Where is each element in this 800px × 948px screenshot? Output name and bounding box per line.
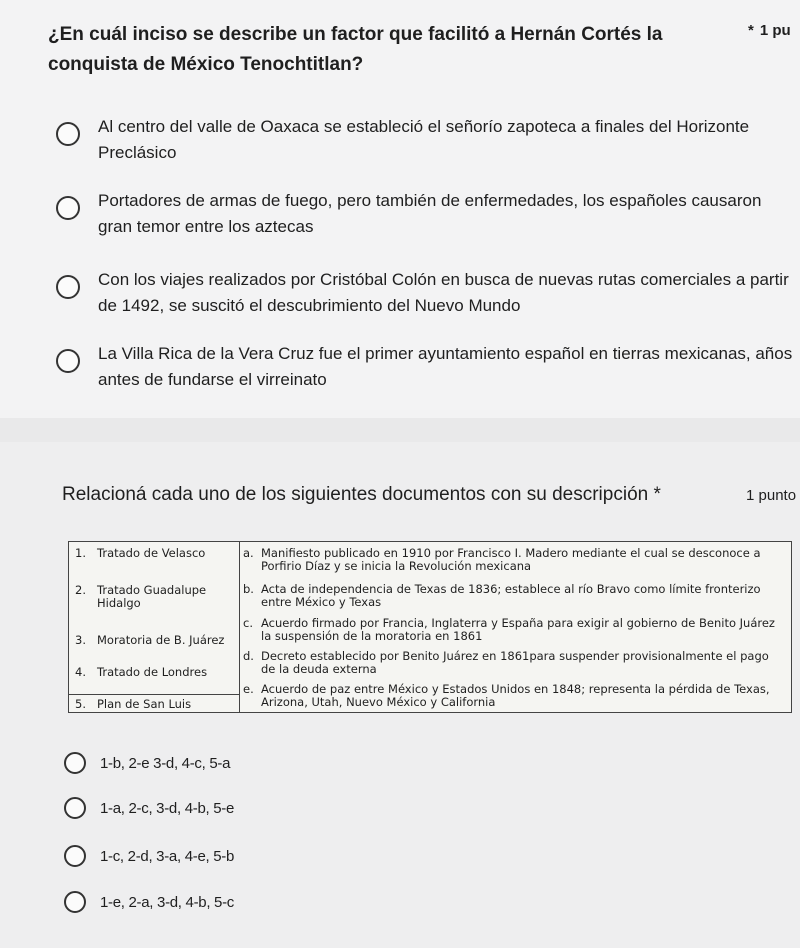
question-2-points: 1 punto [746,487,797,504]
description-item: c. Acuerdo firmado por Francia, Inglaterra y España para exigir al gobierno de Benito Juárez la suspensión de la moratoria en 1861 [243,616,775,643]
radio-button[interactable] [56,122,80,146]
radio-button[interactable] [56,349,80,373]
option-label: 1-e, 2-a, 3-d, 4-b, 5-c [100,894,234,911]
radio-button[interactable] [64,752,86,774]
document-item: 2. Tratado Guadalupe Hidalgo [75,583,207,610]
question-1-option-2[interactable] [56,188,796,240]
required-mark: * [748,22,754,39]
radio-button[interactable] [64,797,86,819]
description-item: a. Manifiesto publicado en 1910 por Francisco I. Madero mediante el cual se desconoce a Porfirio Díaz y se inicia la Revolución mexicana [243,546,761,573]
option-label: Con los viajes realizados por Cristóbal Colón en busca de nuevas rutas comerciales a partir de 1492, se suscitó el descubrimiento del Nuevo Mundo [98,270,789,315]
question-1-option-4[interactable] [56,341,796,393]
question-2-option-3[interactable] [64,845,464,875]
option-label: 1-c, 2-d, 3-a, 4-e, 5-b [100,848,234,865]
description-item: d. Decreto establecido por Benito Juárez en 1861para suspender provisionalmente el pago de la deuda externa [243,649,769,676]
descriptions-column [239,542,791,712]
radio-button[interactable] [64,845,86,867]
question-1-title: ¿En cuál inciso se describe un factor que facilitó a Hernán Cortés la conquista de México Tenochtitlan? [48,24,663,75]
points-label: 1 pu [759,22,791,39]
document-item: 5. Plan de San Luis [75,697,192,711]
document-item: 1. Tratado de Velasco [75,546,206,560]
question-1-option-3[interactable] [56,267,796,319]
radio-button[interactable] [64,891,86,913]
question-2-title: Relacioná cada uno de los siguientes documentos con su descripción * [62,484,661,505]
document-item: 4. Tratado de Londres [75,665,208,679]
question-2-option-2[interactable] [64,797,464,827]
question-2-option-4[interactable] [64,891,464,921]
documents-column [69,542,240,712]
option-label: La Villa Rica de la Vera Cruz fue el primer ayuntamiento español en tierras mexicanas, años antes de fundarse el virreinato [98,344,793,389]
option-label: 1-a, 2-c, 3-d, 4-b, 5-e [100,800,234,817]
question-1-option-1[interactable] [56,114,796,166]
option-label: Al centro del valle de Oaxaca se estableció el señorío zapoteca a finales del Horizonte Preclásico [98,117,750,162]
question-2-option-1[interactable] [64,752,464,782]
option-label: Portadores de armas de fuego, pero también de enfermedades, los españoles causaron gran temor entre los aztecas [98,191,762,236]
description-item: e. Acuerdo de paz entre México y Estados Unidos en 1848; representa la pérdida de Texas, Arizona, Utah, Nuevo México y California [243,682,770,709]
divider [69,694,239,695]
option-label: 1-b, 2-e 3-d, 4-c, 5-a [100,755,231,772]
description-item: b. Acta de independencia de Texas de 1836; establece al río Bravo como límite fronterizo entre México y Texas [243,582,761,609]
radio-button[interactable] [56,275,80,299]
radio-button[interactable] [56,196,80,220]
matching-table [68,541,792,713]
document-item: 3. Moratoria de B. Juárez [75,633,225,647]
question-1-points [748,22,791,39]
